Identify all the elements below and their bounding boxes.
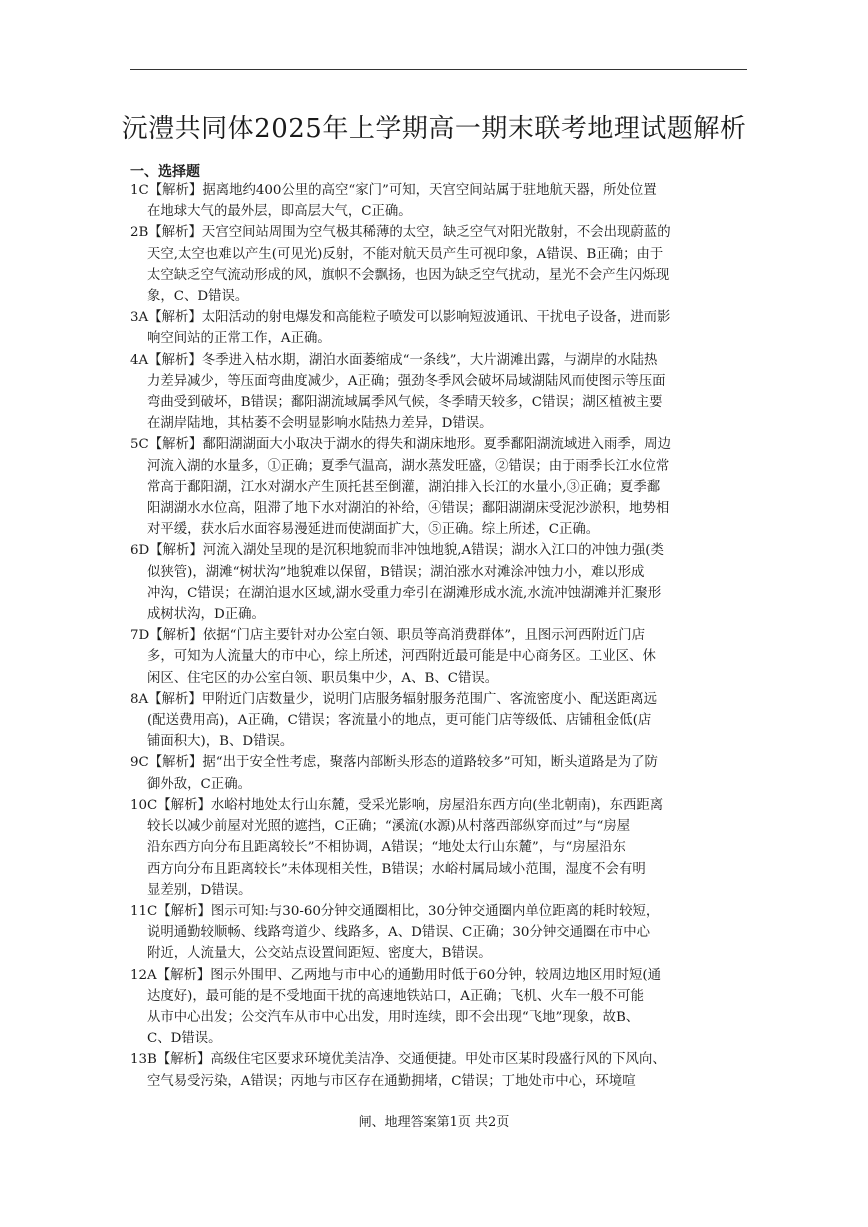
answer-item [130, 180, 752, 222]
answer-line: 显差别，D错误。 [147, 882, 252, 898]
answer-line: 成树状沟，D正确。 [147, 607, 265, 623]
answer-line: 附近，人流量大，公交站点设置间距短、密度大，B错误。 [147, 946, 492, 962]
answer-line: 8A【解析】甲附近门店数量少，说明门店服务辐射服务范围广、客流密度小、配送距离远 [130, 691, 658, 707]
answer-line: 河流入湖的水量多，①正确；夏季气温高，湖水蒸发旺盛，②错误；由于雨季长江水位常 [147, 458, 670, 474]
answer-item [130, 625, 752, 689]
answer-line: 似狭管)，湖滩“树状沟”地貌难以保留，B错误；湖泊涨水对滩涂冲蚀力小，难以形成 [147, 564, 645, 580]
answer-item [130, 222, 752, 307]
answer-line: 阳湖湖水水位高，阻滞了地下水对湖泊的补给，④错误；鄱阳湖湖床受泥沙淤积，地势相 [147, 501, 670, 517]
answer-line: 在地球大气的最外层，即高层大气，C正确。 [147, 204, 412, 220]
answer-line: 11C【解析】图示可知:与30-60分钟交通圈相比，30分钟交通圈内单位距离的耗时较短， [130, 903, 660, 919]
answer-line: 12A【解析】图示外围甲、乙两地与市中心的通勤用时低于60分钟，较周边地区用时短(通 [130, 967, 662, 983]
answer-line: 空气易受污染，A错误；丙地与市区存在通勤拥堵，C错误；丁地处市中心，环境喧 [147, 1073, 636, 1089]
answer-line: 3A【解析】太阳活动的射电爆发和高能粒子喷发可以影响短波通讯、干扰电子设备，进而影 [130, 310, 671, 326]
answer-line: (配送费用高)，A正确，C错误；客流量小的地点，更可能门店等级低、店铺租金低(店 [147, 713, 652, 729]
answer-line: 冲沟，C错误；在湖泊退水区域,湖水受重力牵引在湖滩形成水流,水流冲蚀湖滩并汇聚形 [147, 585, 662, 601]
answer-item [130, 965, 752, 1050]
answer-line: 御外敌，C正确。 [147, 776, 251, 792]
answer-line: 4A【解析】冬季进入枯水期，湖泊水面萎缩成“一条线”，大片湖滩出露，与湖岸的水陆热 [130, 352, 658, 368]
answer-line: 5C【解析】鄱阳湖湖面大小取决于湖水的得失和湖床地形。夏季鄱阳湖流域进入雨季，周边 [130, 437, 671, 453]
answer-item [130, 689, 752, 753]
answer-item [130, 434, 752, 540]
answer-line: 常高于鄱阳湖，江水对湖水产生顶托甚至倒灌，湖泊排入长江的水量小,③正确；夏季鄱 [147, 479, 661, 495]
answer-line: 1C【解析】据离地约400公里的高空“家门”可知，天宫空间站属于驻地航天器，所处位置 [130, 183, 657, 198]
answer-line: 达度好)，最可能的是不受地面干扰的高速地铁站口，A正确；飞机、火车一般不可能 [147, 988, 644, 1004]
answer-item [130, 795, 752, 901]
answer-line: 铺面积大)，B、D错误。 [147, 734, 294, 750]
header-rule [130, 69, 747, 70]
answer-item [130, 540, 752, 625]
answer-line: 说明通勤较顺畅、线路弯道少、线路多，A、D错误、C正确；30分钟交通圈在市中心 [147, 925, 650, 941]
answer-item [130, 350, 752, 435]
answer-item [130, 307, 752, 349]
answer-line: 13B【解析】高级住宅区要求环境优美洁净、交通便捷。甲处市区某时段盛行风的下风向、 [130, 1052, 666, 1068]
answer-line: 天空,太空也难以产生(可见光)反射，不能对航天员产生可视印象，A错误、B正确；由于 [147, 246, 664, 262]
answer-line: 弯曲受到破坏，B错误；鄱阳湖流域属季风气候，冬季晴天较多，C错误；湖区植被主要 [147, 395, 663, 411]
answer-line: 从市中心出发；公交汽车从市中心出发，用时连续，即不会出现“飞地”现象，故B、 [147, 1009, 640, 1025]
answer-line: 西方向分布且距离较长”未体现相关性，B错误；水峪村属局域小范围，湿度不会有明 [147, 861, 646, 877]
answer-line: 响空间站的正常工作，A正确。 [147, 331, 331, 347]
answer-line: 较长以减少前屋对光照的遮挡，C正确；“溪流(水源)从村落西部纵穿而过”与“房屋 [147, 819, 631, 835]
answer-line: 10C【解析】水峪村地处太行山东麓，受采光影响，房屋沿东西方向(坐北朝南)，东西距离 [130, 797, 664, 813]
answer-line: 闲区、住宅区的办公室白领、职员集中少，A、B、C错误。 [147, 670, 499, 686]
answer-line: 7D【解析】依据“门店主要针对办公室白领、职员等高消费群体”，且图示河西附近门店 [130, 628, 646, 644]
answer-line: 6D【解析】河流入湖处呈现的是沉积地貌而非冲蚀地貌,A错误；湖水入江口的冲蚀力强(类 [130, 543, 664, 559]
document-title: 沅澧共同体2025年上学期高一期末联考地理试题解析 [121, 114, 747, 144]
answer-line: 力差异减少，等压面弯曲度减少，A正确；强劲冬季风会破坏局域湖陆风而使图示等压面 [147, 373, 666, 389]
answer-line: 2B【解析】天宫空间站周围为空气极其稀薄的太空，缺乏空气对阳光散射，不会出现蔚蓝的 [130, 225, 671, 241]
answer-line: 9C【解析】据“出于安全性考虑，聚落内部断头形态的道路较多”可知，断头道路是为了防 [130, 755, 658, 771]
answer-item [130, 1049, 752, 1091]
section-heading: 一、选择题 [130, 164, 200, 180]
answer-list [130, 180, 752, 1092]
answer-line: 太空缺乏空气流动形成的风，旗帜不会飘扬，也因为缺乏空气扰动，星光不会产生闪烁现 [147, 267, 670, 283]
answer-line: 沿东西方向分布且距离较长”不相协调，A错误；“地处太行山东麓”，与“房屋沿东 [147, 840, 626, 856]
answer-item [130, 752, 752, 794]
answer-line: 多，可知为人流量大的市中心，综上所述，河西附近最可能是中心商务区。工业区、休 [147, 649, 656, 665]
answer-line: 对平缓，获水后水面容易漫延进而使湖面扩大，⑤正确。综上所述，C正确。 [147, 522, 600, 538]
page-footer: 闸、地理答案第1页 共2页 [358, 1115, 510, 1130]
answer-item [130, 901, 752, 965]
answer-line: C、D错误。 [147, 1031, 222, 1047]
answer-line: 在湖岸陆地，其枯萎不会明显影响水陆热力差异，D错误。 [147, 416, 493, 432]
answer-line: 象，C、D错误。 [147, 289, 249, 305]
